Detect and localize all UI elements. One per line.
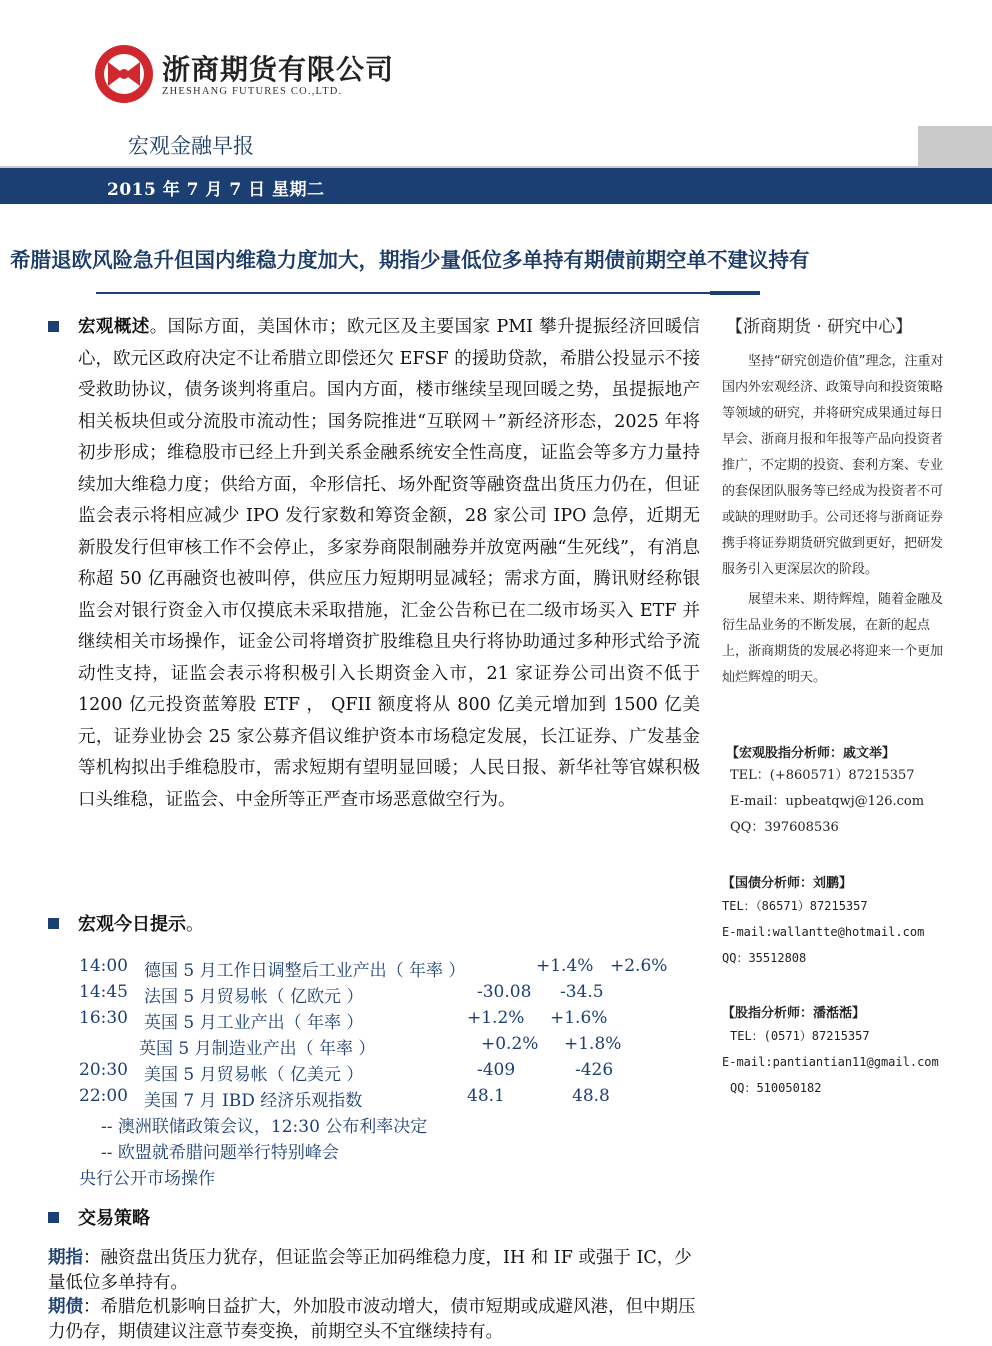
macro-overview-title: 宏观概述 — [78, 317, 150, 337]
strategy-body — [48, 1246, 703, 1344]
strategy-label: 期债 — [48, 1297, 83, 1317]
calendar-forecast: 48.8 — [572, 1086, 610, 1106]
strategy-item — [48, 1295, 703, 1344]
analyst-qq: QQ：35512808 — [722, 951, 807, 965]
date-bar — [0, 166, 992, 204]
research-center-title: 【浙商期货 · 研究中心】 — [726, 317, 913, 337]
macro-overview-text — [78, 312, 700, 816]
calendar-event: 英国 5 月制造业产出（ 年率 ） — [139, 1039, 376, 1059]
research-center-outlook: 展望未来、期待辉煌，随着金融及衍生品业务的不断发展，在新的起点上，浙商期货的发展必将迎来一个更加灿烂辉煌的明天。 — [722, 592, 944, 685]
research-center-sidebar — [722, 312, 982, 691]
macro-today-section — [48, 910, 204, 936]
calendar-event: 美国 7 月 IBD 经济乐观指数 — [144, 1091, 363, 1111]
calendar-prev: +0.2% — [481, 1034, 539, 1054]
calendar-prev: +1.4% — [536, 956, 594, 976]
company-logo — [94, 44, 154, 104]
calendar-event: 英国 5 月工业产出（ 年率 ） — [144, 1013, 364, 1033]
calendar-forecast: +1.6% — [550, 1008, 608, 1028]
analyst-card — [722, 872, 924, 971]
bullet-square-icon — [48, 1212, 59, 1223]
analyst-card — [722, 1002, 939, 1101]
bullet-square-icon — [48, 918, 59, 929]
header-accent-block — [918, 126, 992, 166]
calendar-prev: 48.1 — [467, 1086, 505, 1106]
company-name-en: ZHESHANG FUTURES CO.,LTD. — [162, 86, 343, 97]
calendar-prev: -409 — [477, 1060, 516, 1080]
calendar-note-text: 央行公开市场操作 — [79, 1169, 215, 1189]
macro-today-suffix: 。 — [186, 914, 204, 935]
analyst-title: 【国债分析师：刘鹏】 — [722, 876, 853, 891]
calendar-forecast: +1.8% — [564, 1034, 622, 1054]
headline: 希腊退欧风险急升但国内维稳力度加大，期指少量低位多单持有期债前期空单不建议持有 — [10, 248, 810, 272]
calendar-event: 法国 5 月贸易帐（ 亿欧元 ） — [144, 987, 364, 1007]
macro-today-title: 宏观今日提示 — [78, 914, 186, 935]
analyst-title: 【股指分析师：潘湉湉】 — [722, 1006, 866, 1021]
strategy-text: ：融资盘出货压力犹存，但证监会等正加码维稳力度，IH 和 IF 或强于 IC，少量低位多单持有。 — [48, 1248, 692, 1293]
macro-overview-section — [48, 312, 700, 816]
analyst-title: 【宏观股指分析师：戚文举】 — [726, 746, 896, 761]
analyst-qq: QQ：397608536 — [730, 820, 839, 835]
analyst-card — [722, 742, 924, 841]
strategy-label: 期指 — [48, 1248, 83, 1268]
strategy-item — [48, 1246, 703, 1295]
report-type: 宏观金融早报 — [128, 134, 254, 158]
strategy-section — [48, 1204, 150, 1230]
calendar-note-text: -- 欧盟就希腊问题举行特别峰会 — [101, 1143, 339, 1163]
calendar-event: 美国 5 月贸易帐（ 亿美元 ） — [144, 1065, 364, 1085]
analyst-tel: TEL：（86571）87215357 — [722, 899, 868, 913]
calendar-time: 20:30 — [79, 1060, 128, 1080]
analyst-tel: TEL：(0571）87215357 — [730, 1029, 870, 1043]
calendar-time: 22:00 — [79, 1086, 128, 1106]
strategy-text: ：希腊危机影响日益扩大，外加股市波动增大，债市短期或成避风港，但中期压力仍存，期债建议注意节奏变换，前期空头不宜继续持有。 — [48, 1297, 696, 1342]
calendar-note-text: -- 澳洲联储政策会议，12:30 公布利率决定 — [101, 1117, 428, 1137]
bullet-square-icon — [48, 321, 59, 332]
company-name-cn: 浙商期货有限公司 — [162, 53, 395, 86]
calendar-time: 16:30 — [79, 1008, 128, 1028]
analyst-email[interactable]: E-mail:wallantte@hotmail.com — [722, 925, 925, 939]
calendar-forecast: +2.6% — [610, 956, 668, 976]
calendar-forecast: -426 — [575, 1060, 614, 1080]
headline-divider — [96, 292, 760, 294]
calendar-forecast: -34.5 — [560, 982, 604, 1002]
research-center-intro: 坚持“研究创造价值”理念，注重对国内外宏观经济、政策导向和投资策略等领域的研究，并将研究成果通过每日早会、浙商月报和年报等产品向投资者推广，不定期的投资、套利方案、专业的套保团队服务等已经成为投资者不可或缺的理财助手。公司还将与浙商证券携手将证券期货研究做到更好，把研发服务引入更深层次的阶段。 — [722, 354, 944, 577]
calendar-time: 14:00 — [79, 956, 128, 976]
headline-divider-accent — [710, 291, 760, 295]
calendar-time: 14:45 — [79, 982, 128, 1002]
analyst-email[interactable]: E-mail:pantiantian11@gmail.com — [722, 1055, 939, 1069]
calendar-event: 德国 5 月工作日调整后工业产出（ 年率 ） — [144, 961, 466, 981]
strategy-title: 交易策略 — [78, 1208, 150, 1229]
calendar-prev: +1.2% — [467, 1008, 525, 1028]
analyst-email[interactable]: E-mail：upbeatqwj@126.com — [730, 794, 925, 809]
report-date: 2015 年 7 月 7 日 星期二 — [107, 180, 325, 200]
macro-overview-body: 。国际方面，美国休市；欧元区及主要国家 PMI 攀升提振经济回暖信心，欧元区政府决定不让希腊立即偿还欠 EFSF 的援助贷款，希腊公投显示不接受救助协议，债务谈判将重启。国内方面，楼市继续呈现回暖之势，虽提振地产相关板块但或分流股市流动性；国务院推进“互联网＋”新经济形态，2025 年将初步形成；维稳股市已经上升到关系金融系统安全性高度，证监会等多方力量持续加大维稳力度；供给方面，伞形信托、场外配资等融资盘出货压力仍在，但证监会表示将相应减少 IPO 发行家数和筹资金额，28 家公司 IPO 急停，近期无新股发行但审核工作不会停止，多家券商限制融券并放宽两融“生死线”，有消息称超 50 亿再融资也被叫停，供应压力短期明显减轻；需求方面，腾讯财经称银监会对银行资金入市仅摸底未采取措施，汇金公告称已在二级市场买入 ETF 并继续相关市场操作，证金公司将增资扩股维稳且央行将协助通过多种形式给予流动性支持，证监会表示将积极引入长期资金入市，21 家证券公司出资不低于 1200 亿元投资蓝筹股 ETF ， QFII 额度将从 800 亿美元增加到 1500 亿美元，证券业协会 25 家公募齐倡议维护资本市场稳定发展，长江证券、广发基金等机构拟出手维稳股市，需求短期有望明显回暖；人民日报、新华社等官媒积极口头维稳，证监会、中金所等正严查市场恶意做空行为。 — [78, 317, 701, 810]
analyst-qq: QQ：510050182 — [730, 1081, 822, 1095]
analyst-tel: TEL：(+860571）87215357 — [730, 768, 915, 783]
calendar-prev: -30.08 — [477, 982, 532, 1002]
